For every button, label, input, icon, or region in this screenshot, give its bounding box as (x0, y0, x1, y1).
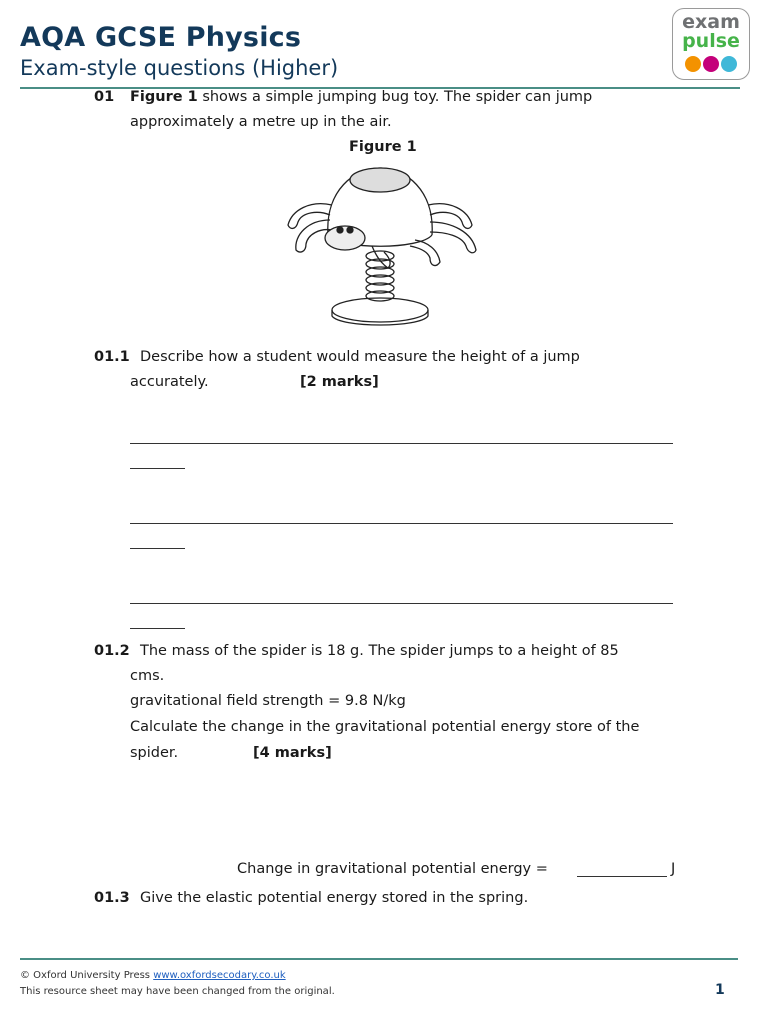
question-01-2-line-4: Calculate the change in the gravitational potential energy store of the (130, 719, 640, 735)
logo-dots (673, 56, 749, 72)
figure-reference: Figure 1 (130, 89, 198, 105)
question-01-2-line-2: cms. (130, 668, 165, 684)
answer-line[interactable] (130, 523, 673, 524)
spider-toy-illustration (280, 160, 480, 332)
answer-unit: J (671, 861, 676, 877)
question-01-1-line-1: Describe how a student would measure the height of a jump (140, 349, 580, 365)
copyright-text: © Oxford University Press (20, 970, 151, 981)
question-number-01-2: 01.2 (94, 643, 130, 659)
marks-label: [2 marks] (300, 374, 379, 390)
question-01-3-text: Give the elastic potential energy stored in the spring. (140, 890, 529, 906)
answer-line[interactable] (130, 468, 185, 469)
answer-label: Change in gravitational potential energy = (237, 861, 548, 877)
logo-dot-orange (685, 56, 701, 72)
footer-divider (20, 958, 738, 960)
marks-label: [4 marks] (253, 745, 332, 761)
question-01-line-1 (130, 88, 592, 106)
question-number-01: 01 (94, 89, 115, 105)
logo-dot-magenta (703, 56, 719, 72)
answer-blank[interactable] (577, 876, 667, 877)
question-01-1-line-2: accurately. (130, 374, 209, 390)
question-01-2-line-1: The mass of the spider is 18 g. The spider jumps to a height of 85 (140, 643, 619, 659)
page-title: AQA GCSE Physics (20, 22, 302, 53)
logo-word-exam: exam (682, 11, 740, 33)
page-subtitle: Exam-style questions (Higher) (20, 56, 339, 80)
question-number-01-3: 01.3 (94, 890, 130, 906)
question-01-line-2: approximately a metre up in the air. (130, 114, 392, 130)
question-01-2-line-3: gravitational field strength = 9.8 N/kg (130, 693, 406, 709)
answer-line[interactable] (130, 548, 185, 549)
footer-copyright (20, 970, 286, 981)
footer-note: This resource sheet may have been changed from the original. (20, 986, 335, 997)
exam-pulse-logo (672, 8, 750, 80)
publisher-link[interactable]: www.oxfordsecodary.co.uk (153, 970, 286, 981)
answer-line[interactable] (130, 628, 185, 629)
question-number-01-1: 01.1 (94, 349, 130, 365)
answer-line[interactable] (130, 603, 673, 604)
figure-caption: Figure 1 (349, 139, 417, 155)
question-01-2-line-5: spider. (130, 745, 179, 761)
question-01-text: shows a simple jumping bug toy. The spider can jump (202, 89, 593, 105)
answer-line[interactable] (130, 443, 673, 444)
page-number: 1 (715, 982, 725, 998)
logo-dot-blue (721, 56, 737, 72)
logo-word-pulse: pulse (682, 30, 740, 52)
